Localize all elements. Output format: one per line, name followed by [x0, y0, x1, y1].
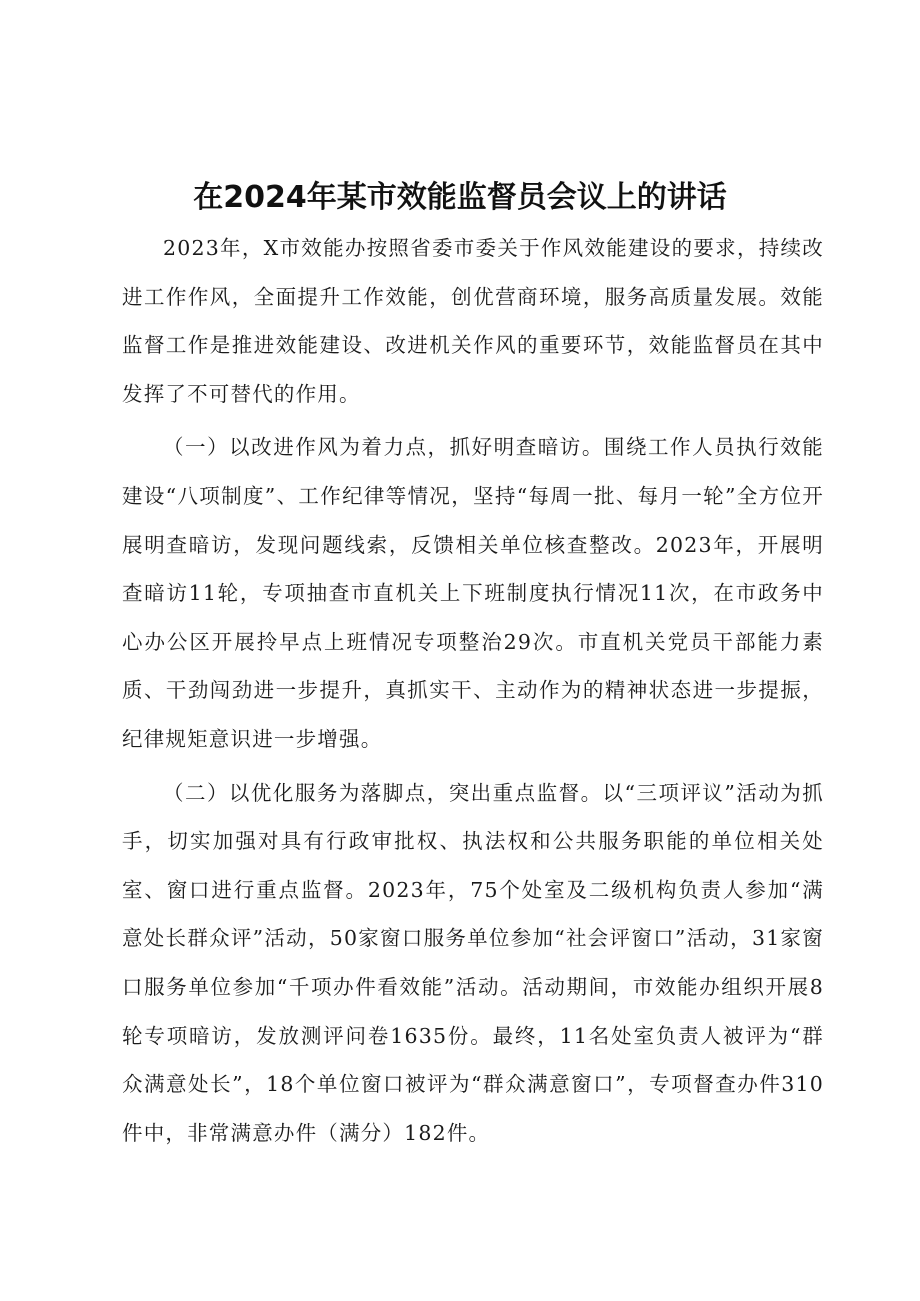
paragraph-intro: 2023年，X市效能办按照省委市委关于作风效能建设的要求，持续改进工作作风，全面提升工作效能，创优营商环境，服务高质量发展。效能监督工作是推进效能建设、改进机关作风的重要环节，效能监督员在其中发挥了不可替代的作用。	[122, 236, 824, 406]
paragraph-section-1: （一）以改进作风为着力点，抓好明查暗访。围绕工作人员执行效能建设“八项制度”、工作纪律等情况，坚持“每周一批、每月一轮”全方位开展明查暗访，发现问题线索，反馈相关单位核查整改。2023年，开展明查暗访11轮，专项抽查市直机关上下班制度执行情况11次，在市政务中心办公区开展拎早点上班情况专项整治29次。市直机关党员干部能力素质、干劲闯劲进一步提升，真抓实干、主动作为的精神状态进一步提振，纪律规矩意识进一步增强。	[122, 435, 824, 751]
document-body	[122, 224, 824, 1157]
document-title: 在2024年某市效能监督员会议上的讲话	[193, 180, 727, 215]
paragraph-section-2: （二）以优化服务为落脚点，突出重点监督。以“三项评议”活动为抓手，切实加强对具有行政审批权、执法权和公共服务职能的单位相关处室、窗口进行重点监督。2023年，75个处室及二级机构负责人参加“满意处长群众评”活动，50家窗口服务单位参加“社会评窗口”活动，31家窗口服务单位参加“千项办件看效能”活动。活动期间，市效能办组织开展8轮专项暗访，发放测评问卷1635份。最终，11名处室负责人被评为“群众满意处长”，18个单位窗口被评为“群众满意窗口”，专项督查办件310件中，非常满意办件（满分）182件。	[122, 780, 824, 1145]
